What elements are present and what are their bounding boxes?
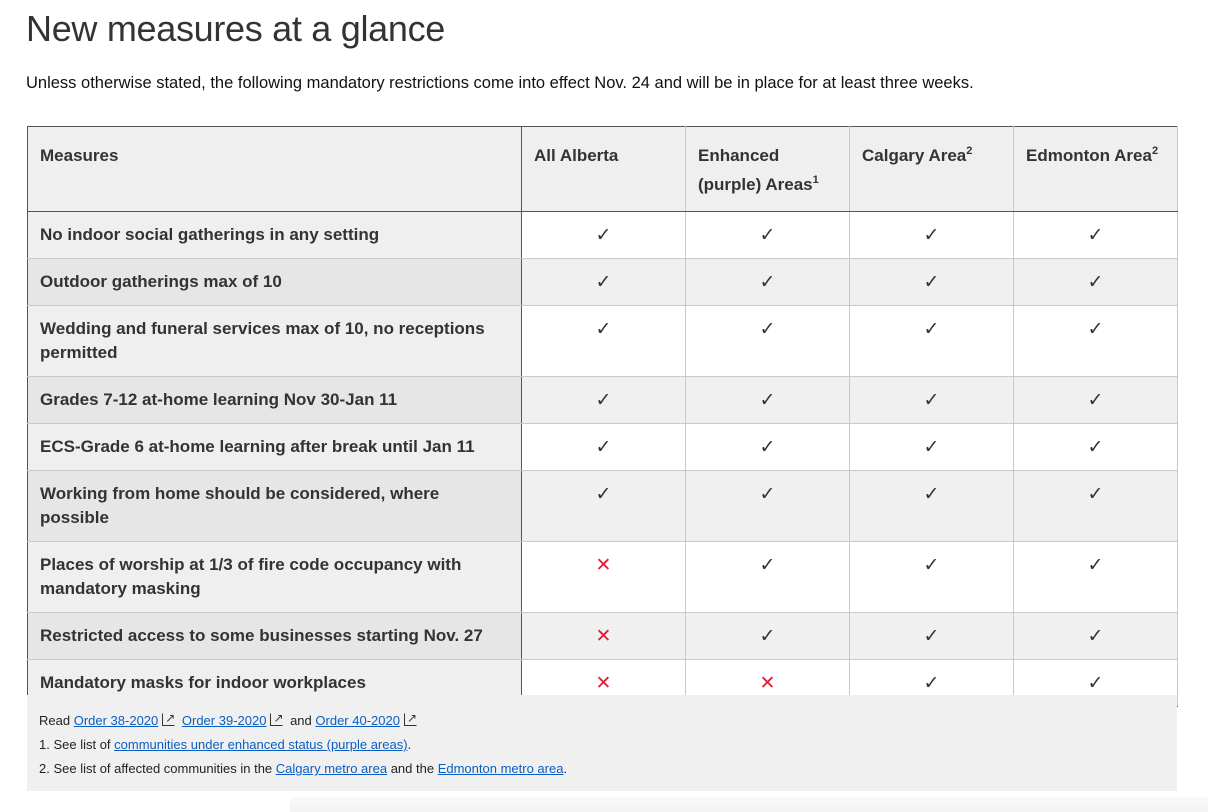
measure-label: Wedding and funeral services max of 10, no receptions permitted <box>28 306 522 377</box>
header-calgary-area <box>850 127 1014 212</box>
order-38-link[interactable]: Order 38-2020 <box>73 713 159 728</box>
table-row <box>28 424 1178 471</box>
check-icon: ✓ <box>522 259 686 306</box>
order-40-link[interactable]: Order 40-2020 <box>315 713 400 728</box>
footnote-1-suffix: . <box>407 737 412 752</box>
check-icon: ✓ <box>1014 259 1178 306</box>
table-header-row <box>28 127 1178 212</box>
check-icon: ✓ <box>1014 660 1178 707</box>
header-edmonton-area <box>1014 127 1178 212</box>
check-icon: ✓ <box>850 471 1014 542</box>
header-enhanced-areas <box>686 127 850 212</box>
check-icon: ✓ <box>522 212 686 259</box>
header-label: All Alberta <box>534 146 619 165</box>
check-icon: ✓ <box>1014 424 1178 471</box>
header-label: Measures <box>40 146 119 165</box>
header-measures <box>28 127 522 212</box>
measure-label: Grades 7-12 at-home learning Nov 30-Jan 11 <box>28 377 522 424</box>
measure-label: Restricted access to some businesses starting Nov. 27 <box>28 613 522 660</box>
check-icon: ✓ <box>1014 306 1178 377</box>
table-row <box>28 471 1178 542</box>
check-icon: ✓ <box>850 542 1014 613</box>
check-icon: ✓ <box>1014 613 1178 660</box>
footnote-2 <box>39 757 1165 781</box>
check-icon: ✓ <box>686 424 850 471</box>
footnote-1-prefix: 1. See list of <box>39 737 111 752</box>
footnote-2-suffix: . <box>563 761 568 776</box>
measure-label: No indoor social gatherings in any setting <box>28 212 522 259</box>
footnote-2-prefix: 2. See list of affected communities in the <box>39 761 273 776</box>
check-icon: ✓ <box>1014 377 1178 424</box>
table-row <box>28 542 1178 613</box>
table-row <box>28 306 1178 377</box>
cross-icon: ✕ <box>522 613 686 660</box>
header-label: Enhanced (purple) Areas <box>698 146 813 194</box>
check-icon: ✓ <box>850 613 1014 660</box>
measure-label: Places of worship at 1/3 of fire code occupancy with mandatory masking <box>28 542 522 613</box>
read-prefix: Read <box>39 713 71 728</box>
check-icon: ✓ <box>522 424 686 471</box>
external-link-icon[interactable] <box>270 713 283 726</box>
check-icon: ✓ <box>686 212 850 259</box>
footnote-box <box>27 695 1177 791</box>
check-icon: ✓ <box>850 424 1014 471</box>
check-icon: ✓ <box>686 542 850 613</box>
edmonton-metro-link[interactable]: Edmonton metro area <box>437 761 564 776</box>
cross-icon: ✕ <box>522 542 686 613</box>
footnote-ref: 1 <box>812 174 819 186</box>
calgary-metro-link[interactable]: Calgary metro area <box>275 761 388 776</box>
footnote-2-mid: and the <box>390 761 435 776</box>
check-icon: ✓ <box>850 660 1014 707</box>
check-icon: ✓ <box>686 259 850 306</box>
check-icon: ✓ <box>686 306 850 377</box>
check-icon: ✓ <box>1014 212 1178 259</box>
check-icon: ✓ <box>686 471 850 542</box>
intro-text: Unless otherwise stated, the following mandatory restrictions come into effect Nov. 24 and will be in place for at least three weeks. <box>26 74 974 92</box>
check-icon: ✓ <box>850 377 1014 424</box>
bottom-shadow <box>290 797 1208 812</box>
table-row <box>28 212 1178 259</box>
cross-icon: ✕ <box>686 660 850 707</box>
measure-label: ECS-Grade 6 at-home learning after break until Jan 11 <box>28 424 522 471</box>
enhanced-communities-link[interactable]: communities under enhanced status (purple areas) <box>114 737 408 752</box>
footnote-ref: 2 <box>1151 145 1159 157</box>
measure-label: Outdoor gatherings max of 10 <box>28 259 522 306</box>
footnote-1 <box>39 733 1165 757</box>
measure-label: Mandatory masks for indoor workplaces <box>28 660 522 707</box>
check-icon: ✓ <box>850 212 1014 259</box>
measures-table-container <box>27 126 1177 707</box>
external-link-icon[interactable] <box>404 713 417 726</box>
header-label: Calgary Area <box>862 146 967 165</box>
check-icon: ✓ <box>850 259 1014 306</box>
check-icon: ✓ <box>522 306 686 377</box>
check-icon: ✓ <box>1014 542 1178 613</box>
measures-table <box>27 126 1178 707</box>
measure-label: Working from home should be considered, where possible <box>28 471 522 542</box>
check-icon: ✓ <box>686 377 850 424</box>
page-title: New measures at a glance <box>26 8 446 49</box>
check-icon: ✓ <box>850 306 1014 377</box>
footnote-ref: 2 <box>966 145 973 157</box>
table-body <box>28 212 1178 707</box>
table-row <box>28 377 1178 424</box>
header-label: Edmonton Area <box>1026 146 1152 165</box>
external-link-icon[interactable] <box>162 713 175 726</box>
table-row <box>28 259 1178 306</box>
check-icon: ✓ <box>522 471 686 542</box>
cross-icon: ✕ <box>522 660 686 707</box>
table-row <box>28 613 1178 660</box>
check-icon: ✓ <box>686 613 850 660</box>
check-icon: ✓ <box>1014 471 1178 542</box>
and-text: and <box>290 713 312 728</box>
check-icon: ✓ <box>522 377 686 424</box>
header-all-alberta <box>522 127 686 212</box>
orders-line <box>39 709 1165 733</box>
order-39-link[interactable]: Order 39-2020 <box>181 713 267 728</box>
